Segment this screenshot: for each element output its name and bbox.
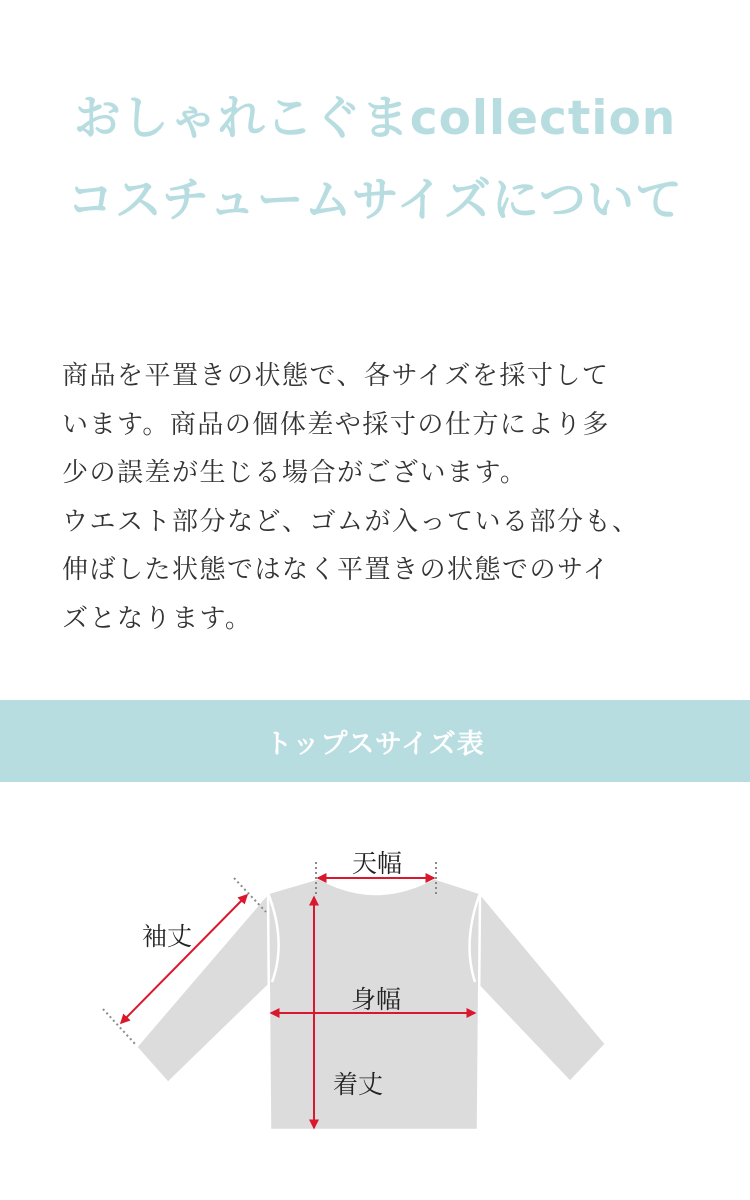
description-line: ウエスト部分など、ゴムが入っている部分も、 [62,506,640,537]
sleeve-guide-bottom [103,1009,136,1045]
page-title-line-2: コスチュームサイズについて [66,173,683,228]
right-sleeve-shape [475,893,606,1082]
sleeve-length-label: 袖丈 [142,922,193,951]
body-width-label: 身幅 [351,985,402,1014]
description-line: 少の誤差が生じる場合がございます。 [62,458,528,489]
description-line: ズとなります。 [62,603,253,634]
tops-size-chart-banner [0,700,750,782]
description-line: 商品を平置きの状態で、各サイズを採寸して [62,361,610,391]
description-line: います。商品の個体差や採寸の仕方により多 [62,409,610,440]
shoulder-width-label: 天幅 [352,849,403,878]
size-description [62,352,702,644]
tops-size-chart-heading: トップスサイズ表 [265,728,485,760]
total-length-label: 着丈 [333,1070,384,1099]
tops-measurement-diagram [0,782,750,1200]
page-title [0,78,750,242]
page-title-line-1: おしゃれこぐまcollection [73,91,677,146]
description-line: 伸ばした状態ではなく平置きの状態でのサイ [62,555,611,586]
